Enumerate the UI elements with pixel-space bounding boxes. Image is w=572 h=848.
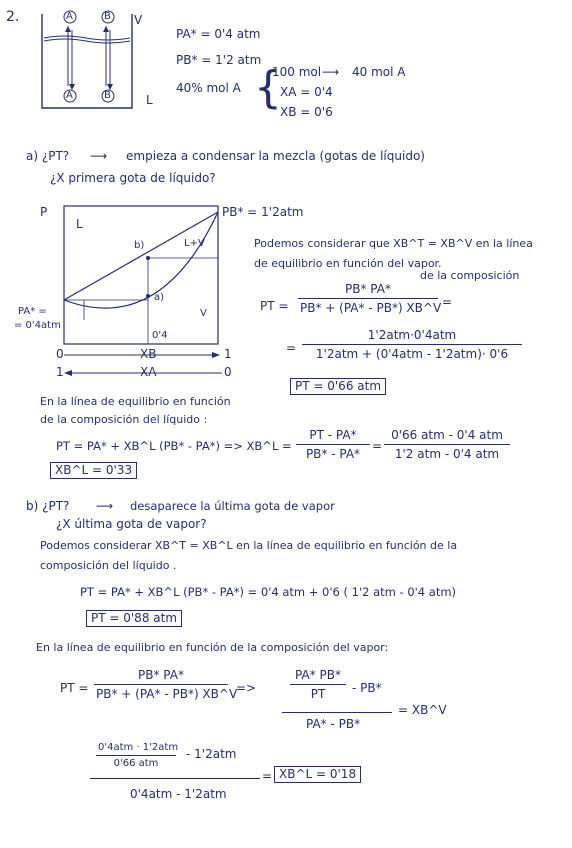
part-a-expl-3: de la composición [420, 269, 520, 282]
part-b-result-xb-box: XB^L = 0'18 [274, 766, 361, 783]
chart-one-right: 1 [224, 347, 232, 361]
part-a-liquid-2: de la composición del líquido : [40, 413, 208, 426]
part-a-liquid-equation: PT = PA* + XB^L (PB* - PA*) => XB^L = [56, 439, 292, 453]
part-a-fraction-2 [302, 328, 522, 361]
part-b-arrow: ⟶ [96, 499, 114, 513]
chart-pa-label-2: = 0'4atm [14, 320, 61, 331]
part-b-final-eq: = [262, 769, 273, 783]
part-a-eq-3: = [372, 439, 383, 453]
part-b-result-xb [274, 766, 361, 783]
container-diagram [40, 8, 143, 118]
part-a-fraction-3 [296, 428, 370, 461]
part-b-fraction-3-den: 0'4atm - 1'2atm [130, 787, 227, 801]
chart-point-a: a) [154, 292, 165, 303]
part-b-fraction-1 [94, 668, 238, 701]
given-xa: XA = 0'4 [280, 85, 333, 99]
part-a-fraction-3-den: PB* - PA* [305, 447, 361, 461]
problem-number: 2. [6, 9, 20, 25]
part-b-fraction-3-bar [90, 778, 260, 779]
chart-pa-label-1: PA* = [18, 306, 47, 317]
part-a-fraction-2-num: 1'2atm·0'4atm [367, 328, 457, 342]
part-a-result-xb-box: XB^L = 0'33 [50, 462, 137, 479]
part-a-arrow: ⟶ [90, 149, 108, 163]
part-b-fraction-3-inner [96, 742, 179, 769]
part-a-eq-1: = [442, 295, 453, 309]
given-pb: PB* = 1'2 atm [176, 53, 262, 67]
chart-zero-left: 0 [56, 347, 64, 361]
diagram-label-l: L [146, 93, 153, 107]
part-b-fraction-2-top-den: PT [310, 687, 326, 701]
given-arrow: ⟶ [322, 65, 340, 79]
part-a-result-xb [50, 462, 137, 479]
part-b-fraction-2-bar [282, 712, 392, 713]
part-b-pt-equation: PT = PA* + XB^L (PB* - PA*) = 0'4 atm + 0'6 ( 1'2 atm - 0'4 atm) [80, 585, 457, 599]
part-a-result-pt [290, 378, 386, 395]
part-a-fraction-1-den: PB* + (PA* - PB*) XB^V [300, 301, 442, 315]
chart-axis-xa: XA [140, 365, 157, 379]
part-a-eq-2: = [286, 341, 297, 355]
part-a-question-1-desc: empieza a condensar la mezcla (gotas de líquido) [126, 149, 425, 163]
part-b-fraction-2-minus: - PB* [352, 681, 382, 695]
given-brace: { [254, 62, 282, 113]
chart-region-v: V [200, 308, 207, 319]
diagram-label-b-top: B [104, 11, 111, 22]
part-a-fraction-4 [384, 428, 510, 461]
part-a-fraction-3-num: PT - PA* [309, 428, 357, 442]
chart-point-b: b) [134, 240, 145, 251]
part-b-question-1: b) ¿PT? [26, 499, 70, 513]
part-b-expl-2: composición del líquido . [40, 559, 177, 572]
part-b-expl-1: Podemos considerar XB^T = XB^L en la línea de equilibrio en función de la [40, 539, 458, 552]
part-b-result-pt-box: PT = 0'88 atm [86, 610, 182, 627]
chart-axis-p: P [40, 205, 48, 219]
part-a-fraction-1 [298, 282, 442, 315]
part-b-fraction-1-den: PB* + (PA* - PB*) XB^V [96, 687, 238, 701]
diagram-label-b-bottom: B [104, 90, 111, 101]
part-b-implies: => [236, 681, 257, 695]
given-mol-fraction: 40% mol A [176, 81, 241, 95]
part-b-question-1-desc: desaparece la última gota de vapor [130, 499, 335, 513]
part-a-question-1: a) ¿PT? [26, 149, 70, 163]
diagram-label-a-top: A [66, 11, 73, 22]
given-mol-a: 40 mol A [352, 65, 406, 79]
part-b-fraction-2-den: PA* - PB* [306, 717, 361, 731]
given-pa: PA* = 0'4 atm [176, 27, 261, 41]
diagram-label-v: V [134, 13, 143, 27]
chart-region-l: L [76, 217, 83, 231]
diagram-label-a-bottom: A [66, 90, 73, 101]
chart-zero-right: 0 [224, 365, 232, 379]
part-b-fraction-1-num: PB* PA* [138, 668, 184, 682]
part-b-fraction-3-inner-num: 0'4atm · 1'2atm [98, 742, 179, 753]
part-b-fraction-3-minus: - 1'2atm [186, 747, 237, 761]
given-xb: XB = 0'6 [280, 105, 333, 119]
chart-one-left: 1 [56, 365, 64, 379]
part-b-vapor-line: En la línea de equilibrio en función de la composición del vapor: [36, 641, 389, 654]
part-a-question-2: ¿X primera gota de líquido? [50, 171, 216, 185]
part-a-liquid-1: En la línea de equilibrio en función [40, 395, 231, 408]
part-a-result-pt-box: PT = 0'66 atm [290, 378, 386, 395]
part-b-result-pt [86, 610, 182, 627]
part-a-fraction-4-num: 0'66 atm - 0'4 atm [391, 428, 503, 442]
part-b-fraction-2-top [290, 668, 346, 701]
part-b-fraction-2-top-num: PA* PB* [295, 668, 341, 682]
chart-pb-label: PB* = 1'2atm [222, 205, 304, 219]
part-b-pt-label: PT = [60, 681, 89, 695]
part-a-expl-1: Podemos considerar que XB^T = XB^V en la línea [254, 237, 533, 250]
part-b-question-2: ¿X última gota de vapor? [56, 517, 207, 531]
part-a-fraction-2-den: 1'2atm + (0'4atm - 1'2atm)· 0'6 [315, 347, 509, 361]
chart-axis-xb: XB [140, 347, 157, 361]
part-a-pt-label: PT = [260, 299, 289, 313]
chart-x-04: 0'4 [152, 330, 168, 341]
part-b-fraction-2-result: = XB^V [398, 703, 447, 717]
part-a-fraction-4-den: 1'2 atm - 0'4 atm [394, 447, 500, 461]
given-mol-total: 100 mol [272, 65, 322, 79]
chart-region-lv: L+V [184, 238, 205, 249]
part-b-fraction-3-inner-den: 0'66 atm [113, 758, 159, 769]
part-a-expl-2: de equilibrio en función del vapor. [254, 257, 442, 270]
part-a-fraction-1-num: PB* PA* [345, 282, 391, 296]
